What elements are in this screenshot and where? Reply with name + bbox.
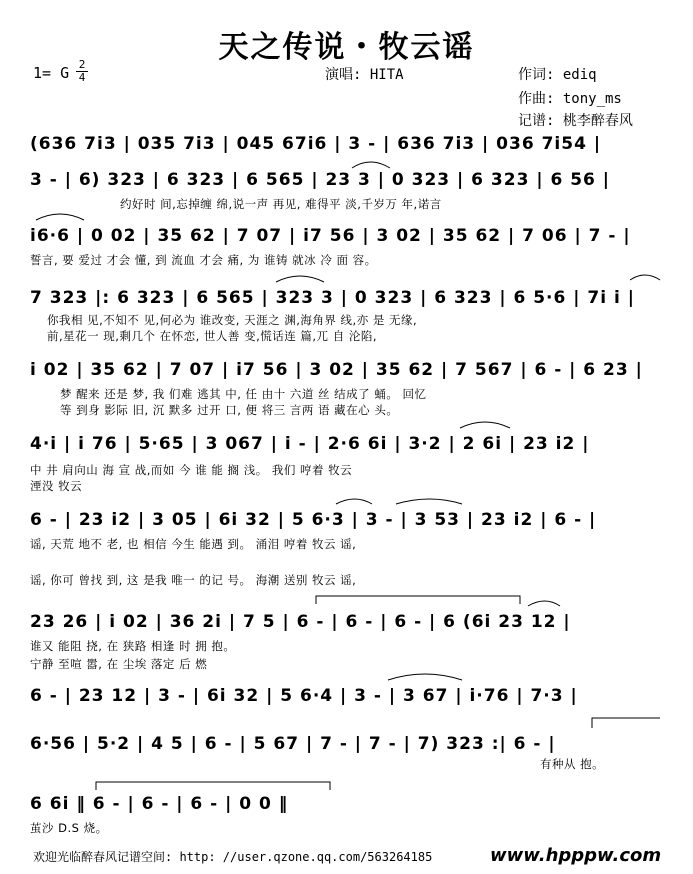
lyric-line: 梦 醒来 还是 梦, 我 们难 逃其 中, 任 由十 六道 丝 结成了 蛹。 回忆 (60, 387, 427, 401)
lyric-line: 中 井 肩向山 海 宣 战,而如 今 谁 能 搁 浅。 我们 哼着 牧云 (30, 463, 353, 477)
lyricist-credit: 作词: ediq (518, 67, 597, 83)
score-row-1: (636 7i3 | 035 7i3 | 045 67i6 | 3 - | 636 7i3 | 036 7i54 | (30, 134, 602, 154)
lyric-line: 你我相 见,不知不 见,何必为 谁改变, 天涯之 渊,海角界 线,亦 是 无缘, (47, 313, 418, 327)
score-row-3: i6·6 | 0 02 | 35 62 | 7 07 | i7 56 | 3 02 | 35 62 | 7 06 | 7 - | (30, 226, 631, 246)
composer-credit: 作曲: tony_ms (518, 91, 622, 107)
score-row-7: 6 - | 23 i2 | 3 05 | 6i 32 | 5 6·3 | 3 - | 3 53 | 23 i2 | 6 - | (30, 510, 597, 530)
singer-credit: 演唱: HITA (325, 67, 404, 83)
lyric-line: 湮没 牧云 (30, 479, 83, 493)
song-title: 天之传说・牧云谣 (218, 30, 475, 65)
time-signature-top: 2 (78, 58, 86, 71)
time-signature-bottom: 4 (78, 71, 86, 84)
lyric-line: 茧沙 D.S 烧。 (30, 821, 108, 835)
lyric-line: 誓言, 要 爱过 才会 懂, 到 流血 才会 痛, 为 谁铸 就冰 冷 面 容。 (30, 253, 377, 267)
lyric-line: 约好时 间,忘掉缠 绵,说一声 再见, 难得平 淡,千岁万 年,诺言 (120, 197, 442, 211)
lyric-line: 等 到身 影际 旧, 沉 默多 过开 口, 便 将三 言两 语 藏在心 头。 (60, 403, 399, 417)
lyric-line: 谣, 你可 曾找 到, 这 是我 唯一 的记 号。 海潮 送别 牧云 谣, (30, 573, 357, 587)
score-row-8: 23 26 | i 02 | 36 2i | 7 5 | 6 - | 6 - | 6 - | 6 (6i 23 12 | (30, 612, 571, 632)
lyric-line: 有种从 抱。 (540, 757, 605, 771)
score-row-11: 6 6i ‖ 6 - | 6 - | 6 - | 0 0 ‖ (30, 794, 289, 814)
score-row-4: 7 323 |: 6 323 | 6 565 | 323 3 | 0 323 | 6 323 | 6 5·6 | 7i i | (30, 288, 635, 308)
lyric-line: 宁静 至喧 嚣, 在 尘埃 落定 后 燃 (30, 657, 208, 671)
footer-text: 欢迎光临醉春风记谱空间: http: //user.qzone.qq.com/563264185 (33, 850, 433, 864)
score-row-10: 6·56 | 5·2 | 4 5 | 6 - | 5 67 | 7 - | 7 - | 7) 323 :| 6 - | (30, 734, 556, 754)
score-row-5: i 02 | 35 62 | 7 07 | i7 56 | 3 02 | 35 62 | 7 567 | 6 - | 6 23 | (30, 360, 643, 380)
lyric-line: 前,星花一 现,剩几个 在怀恋, 世人善 变,慌话连 篇,兀 自 沦陷, (47, 329, 378, 343)
lyric-line: 谁又 能阻 挠, 在 狭路 相逢 时 拥 抱。 (30, 639, 236, 653)
key-signature: 1= G (33, 64, 70, 82)
score-row-6: 4·i | i 76 | 5·65 | 3 067 | i - | 2·6 6i | 3·2 | 2 6i | 23 i2 | (30, 434, 590, 454)
lyric-line: 谣, 天荒 地不 老, 也 相信 今生 能遇 到。 涌泪 哼着 牧云 谣, (30, 537, 357, 551)
score-row-9: 6 - | 23 12 | 3 - | 6i 32 | 5 6·4 | 3 - | 3 67 | i·76 | 7·3 | (30, 686, 578, 706)
site-watermark: www.hpppw.com (490, 845, 662, 866)
score-row-2: 3 - | 6) 323 | 6 323 | 6 565 | 23 3 | 0 323 | 6 323 | 6 56 | (30, 170, 610, 190)
transcriber-credit: 记谱: 桃李醉春风 (518, 113, 633, 129)
